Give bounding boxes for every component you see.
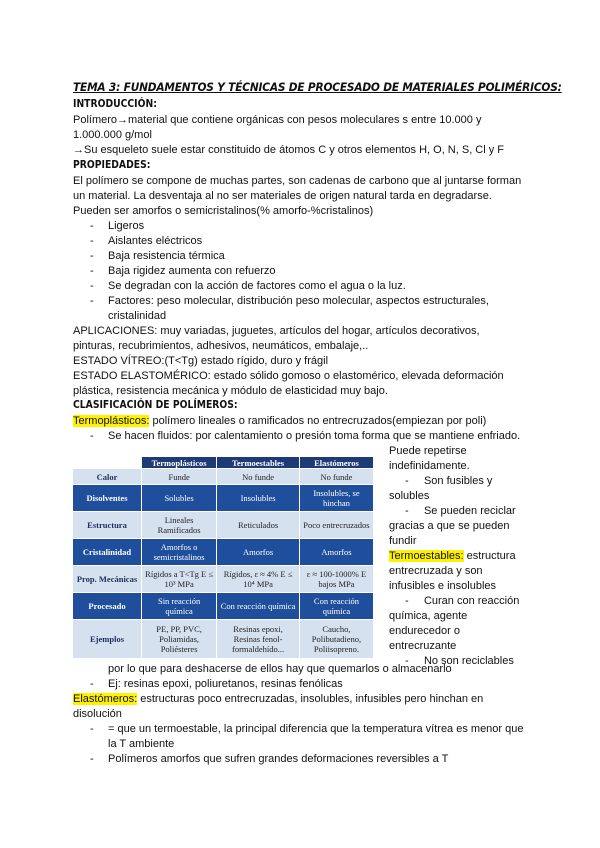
props-heading: PROPIEDADES: — [73, 159, 151, 171]
side-text: estructura — [463, 550, 516, 562]
termoestables-cont: por lo que para deshacerse de ellos hay que quemarlos o almacenarlo — [108, 663, 452, 675]
table-cell: Sin reacción química — [142, 593, 216, 619]
bullet-dash: - — [90, 678, 94, 690]
termoplasticos-line — [73, 414, 486, 429]
termoplasticos-text: polímero lineales o ramificados no entrecruzados(empiezan por poli) — [149, 415, 487, 427]
page-title: TEMA 3: FUNDAMENTOS Y TÉCNICAS DE PROCESADO DE MATERIALES POLIMÉRICOS: — [73, 80, 562, 94]
props-line: un material. La desventaja al no ser materiales de origen natural tarda en degradarse. — [73, 190, 492, 202]
side-text: entrecruzada y son — [389, 565, 483, 577]
table-row — [73, 539, 373, 565]
bullet-dash: - — [90, 265, 94, 277]
row-header: Estructura — [73, 512, 141, 538]
aplicaciones-line: pinturas, recubrimientos, adhesivos, neumáticos, embalaje,.. — [73, 340, 369, 352]
list-item: Factores: peso molecular, distribución peso molecular, aspectos estructurales, — [108, 295, 489, 307]
elastomeros-text: estructuras poco entrecruzadas, insolubles, infusibles pero hinchan en — [137, 693, 484, 705]
table-row — [73, 620, 373, 658]
list-item: Ligeros — [108, 220, 145, 232]
table-cell: Insolubles, se hinchan — [300, 485, 373, 511]
bullet-dash: - — [90, 220, 94, 232]
bullet-dash: - — [90, 280, 94, 292]
side-text: - Son fusibles y — [405, 475, 493, 487]
table-cell: No funde — [300, 469, 373, 484]
table-row — [73, 512, 373, 538]
table-cell: ε ≈ 100-1000% E bajos MPa — [300, 566, 373, 592]
table-cell: Funde — [142, 469, 216, 484]
side-text: fundir — [389, 535, 417, 547]
side-text: infusibles e insolubles — [389, 580, 497, 592]
table-cell: No funde — [217, 469, 299, 484]
list-item: Se degradan con la acción de factores como el agua o la luz. — [108, 280, 406, 292]
table-cell: Amorfos — [300, 539, 373, 565]
list-item: Baja rigidez aumenta con refuerzo — [108, 265, 276, 277]
termoestables-line — [389, 549, 516, 564]
table-cell: Insolubles — [217, 485, 299, 511]
row-header: Ejemplos — [73, 620, 141, 658]
row-header: Calor — [73, 469, 141, 484]
side-text: entrecruzante — [389, 640, 457, 652]
table-cell: Con reacción química — [217, 593, 299, 619]
row-header: Procesado — [73, 593, 141, 619]
row-header: Disolventes — [73, 485, 141, 511]
list-item: Ej: resinas epoxi, poliuretanos, resinas fenólicas — [108, 678, 343, 690]
table-cell: PE, PP, PVC, Poliamidas, Poliésteres — [142, 620, 216, 658]
termoestables-label: Termoestables: — [389, 550, 464, 562]
props-line: El polímero se compone de muchas partes, son cadenas de carbono que al juntarse forman — [73, 175, 522, 187]
row-header: Prop. Mecánicas — [73, 566, 141, 592]
bullet-dash: - — [90, 753, 94, 765]
table-corner — [73, 457, 141, 468]
termoplasticos-label: Termoplásticos: — [73, 415, 150, 427]
table-row — [73, 485, 373, 511]
intro-heading: INTRODUCCIÓN: — [73, 98, 157, 110]
table-cell: Amorfos o semicristalinos — [142, 539, 216, 565]
table-row — [73, 593, 373, 619]
aplicaciones-line: APLICACIONES: muy variadas, juguetes, artículos del hogar, artículos decorativos, — [73, 325, 480, 337]
side-text: - Se pueden reciclar — [405, 505, 516, 517]
estado-elastomerico: plástica, resistencia mecánica y módulo de elasticidad muy bajo. — [73, 385, 388, 397]
table-cell: Con reacción química — [300, 593, 373, 619]
intro-line: Polímero→material que contiene orgánicas con pesos moleculares s entre 10.000 y — [73, 114, 482, 126]
side-text: endurecedor o — [389, 625, 460, 637]
props-line: Pueden ser amorfos o semicristalinos(% amorfo-%cristalinos) — [73, 205, 374, 217]
row-header: Cristalinidad — [73, 539, 141, 565]
estado-elastomerico: ESTADO ELASTOMÉRICO: estado sólido gomoso o elastomérico, elevada deformación — [73, 370, 504, 382]
side-text: - No son reciclables — [405, 655, 514, 667]
side-text: gracias a que se pueden — [389, 520, 510, 532]
list-item: Se hacen fluidos: por calentamiento o presión toma forma que se mantiene enfriado. — [108, 430, 521, 442]
list-item: = que un termoestable, la principal diferencia que la temperatura vítrea es menor que — [108, 723, 524, 735]
bullet-dash: - — [90, 295, 94, 307]
estado-vitreo: ESTADO VÍTREO:(T<Tg) estado rígido, duro y frágil — [73, 355, 329, 367]
bullet-dash: - — [90, 723, 94, 735]
side-text: química, agente — [389, 610, 468, 622]
table-header: Elastómeros — [300, 457, 373, 468]
bullet-dash: - — [90, 430, 94, 442]
intro-line: 1.000.000 g/mol — [73, 129, 152, 141]
side-text: solubles — [389, 490, 430, 502]
table-cell: Amorfos — [217, 539, 299, 565]
table-header: Termoestables — [217, 457, 299, 468]
side-text: - Curan con reacción — [405, 595, 520, 607]
table-row — [73, 469, 373, 484]
table-header: Termoplásticos — [142, 457, 216, 468]
table-cell: Resinas epoxi, Resinas fenol-formaldehído... — [217, 620, 299, 658]
list-item: Baja resistencia térmica — [108, 250, 225, 262]
list-item-cont: cristalinidad — [108, 310, 167, 322]
table-cell: Poco entrecruzados — [300, 512, 373, 538]
bullet-dash: - — [90, 235, 94, 247]
table-cell: Rígidos a T<Tg E ≤ 10³ MPa — [142, 566, 216, 592]
table-cell: Reticulados — [217, 512, 299, 538]
table-cell: Caucho, Polibutadieno, Poliisopreno. — [300, 620, 373, 658]
polymer-comparison-table — [72, 456, 374, 659]
table-cell: Solubles — [142, 485, 216, 511]
intro-line: →Su esqueleto suele estar constituido de átomos C y otros elementos H, O, N, S, Cl y F — [73, 144, 505, 156]
list-item-cont: la T ambiente — [108, 738, 175, 750]
side-text: Puede repetirse — [389, 445, 467, 457]
elastomeros-line: disolución — [73, 708, 122, 720]
list-item: Polímeros amorfos que sufren grandes deformaciones reversibles a T — [108, 753, 449, 765]
side-text: indefinidamente. — [389, 460, 470, 472]
table-cell: Rígidos, ε ≈ 4% E ≤ 10⁴ MPa — [217, 566, 299, 592]
clasif-heading: CLASIFICACIÓN DE POLÍMEROS: — [73, 399, 238, 411]
list-item: Aislantes eléctricos — [108, 235, 203, 247]
elastomeros-line — [73, 692, 483, 707]
bullet-dash: - — [90, 250, 94, 262]
table-cell: Lineales Ramificados — [142, 512, 216, 538]
elastomeros-label: Elastómeros: — [73, 693, 138, 705]
table-row — [73, 566, 373, 592]
